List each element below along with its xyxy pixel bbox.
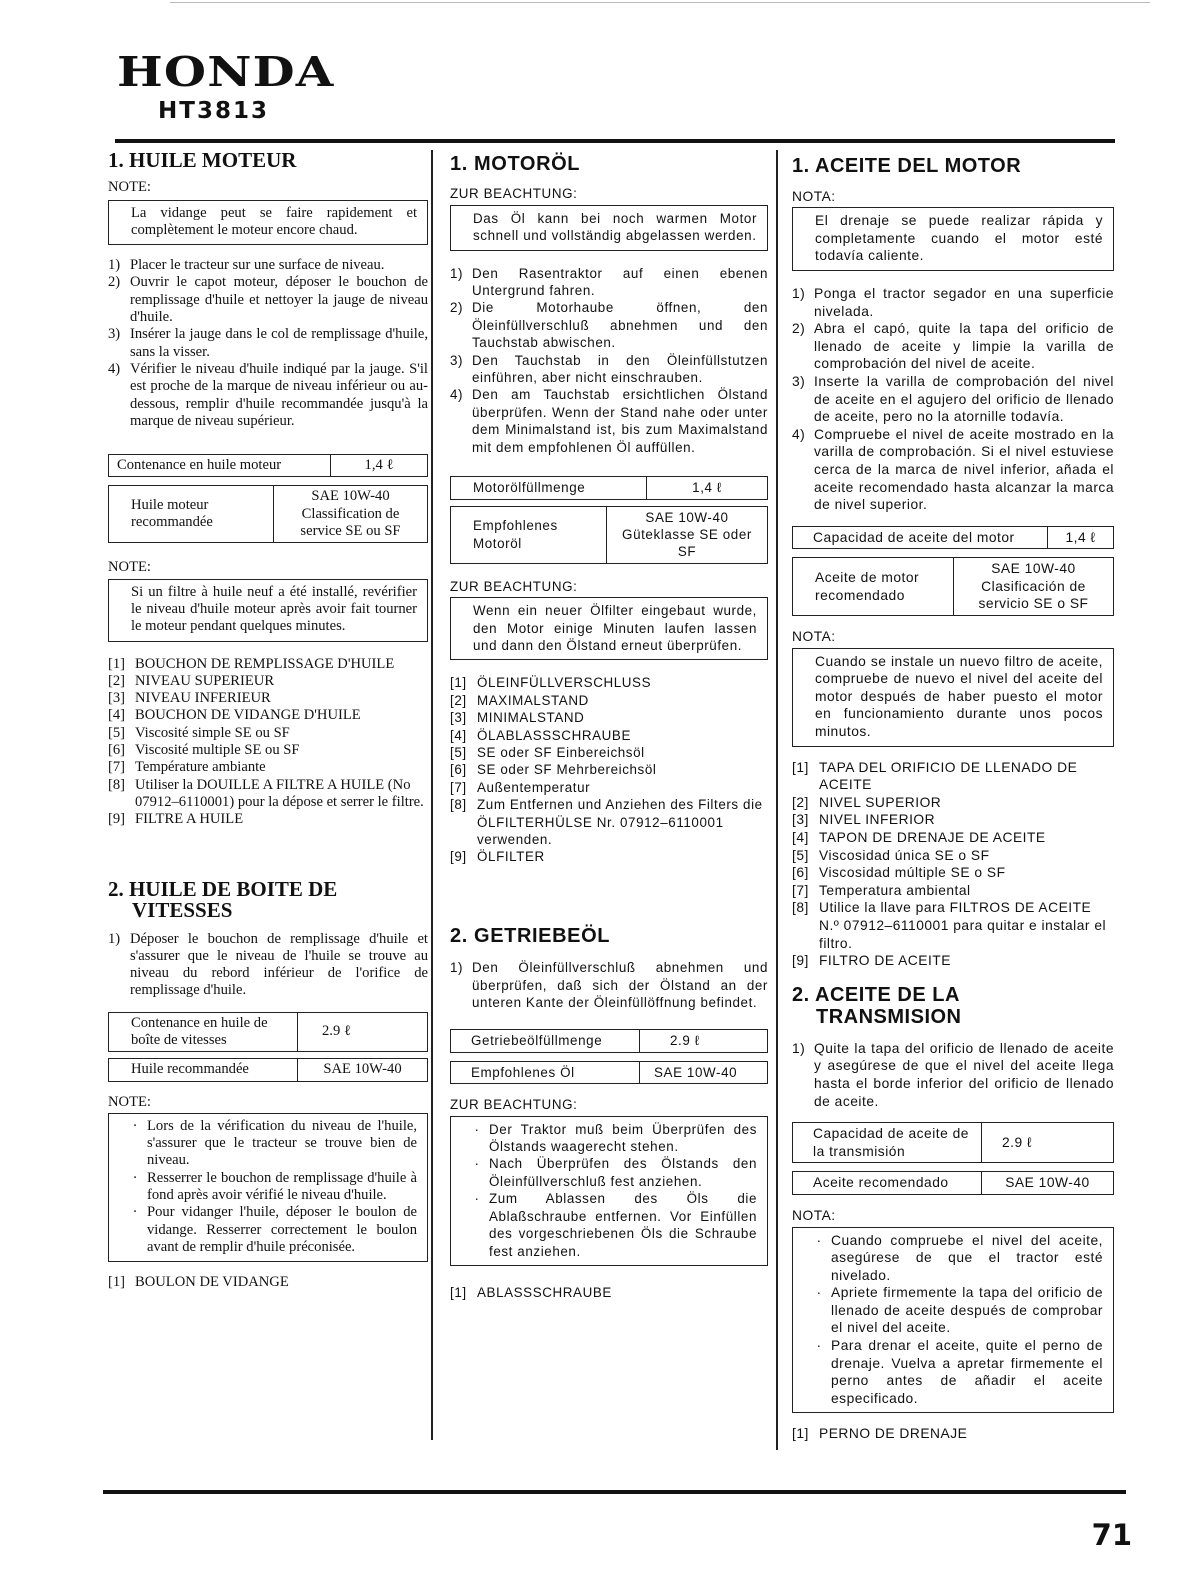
note-bullet: · Pour vidanger l'huile, déposer le boulon de vidange. Resserrer correctement le boulon avant de remplir d'huile préconisée. <box>132 1204 417 1255</box>
note-label: NOTA: <box>792 188 836 204</box>
callout-item: [8] Utilice la llave para FILTROS DE ACEITE N.º 07912–6110001 para quitar e instalar el filtro. <box>792 900 1107 951</box>
note-bullet: · Zum Ablassen des Öls die Ablaßschraube entfernen. Vor Einfüllen des vorgeschriebenen Öls die Schraube fest anziehen. <box>474 1191 757 1259</box>
recommended-oil-table <box>108 1058 428 1081</box>
note-bullet: · Der Traktor muß beim Überprüfen des Ölstands waagerecht stehen. <box>474 1121 757 1155</box>
recommended-label: Huile recommandée <box>109 1059 298 1081</box>
page-number: 71 <box>1091 1518 1132 1552</box>
step-item: 3) Inserte la varilla de comprobación del nivel de aceite en el agujero del orificio de llenado de aceite, pero no la atornille todavía. <box>792 373 1114 425</box>
callout-item: [9] ÖLFILTER <box>450 849 545 865</box>
callout-item: [8] Zum Entfernen und Anziehen des Filters die ÖLFILTERHÜLSE Nr. 07912–6110001 verwenden. <box>450 797 763 847</box>
callout-item: [5] Viscosidad única SE o SF <box>792 847 990 863</box>
capacity-value: 1,4 ℓ <box>331 455 428 477</box>
capacity-value: 2.9 ℓ <box>298 1012 428 1052</box>
note-label: ZUR BEACHTUNG: <box>450 186 578 202</box>
section-title-transmission-oil: 2. GETRIEBEÖL <box>450 924 611 947</box>
note-bullet: · Lors de la vérification du niveau de l'huile, s'assurer que le tracteur se trouve bien de niveau. <box>132 1117 417 1169</box>
recommended-oil-table <box>108 485 428 543</box>
capacity-label: Getriebeölfüllmenge <box>451 1030 640 1052</box>
top-hairline <box>170 2 1150 3</box>
note-label: ZUR BEACHTUNG: <box>450 578 578 594</box>
footer-rule <box>103 1490 1126 1494</box>
callout-item: [1] BOULON DE VIDANGE <box>108 1274 289 1291</box>
capacity-label: Contenance en huile moteur <box>109 455 331 477</box>
step-item: 1) Den Öleinfüllverschluß abnehmen und überprüfen, daß sich der Ölstand an der unteren Kante der Öleinfüllöffnung befindet. <box>450 960 768 1011</box>
section-title-engine-oil: 1. MOTORÖL <box>450 153 581 175</box>
note-box <box>108 200 428 246</box>
callout-item: [4] ÖLABLASSSCHRAUBE <box>450 727 631 743</box>
callout-list <box>792 1425 1114 1443</box>
step-item: 2) Abra el capó, quite la tapa del orificio de llenado de aceite y limpie la varilla de comprobación del nivel de aceite. <box>792 321 1114 372</box>
note-text: El drenaje se puede realizar rápida y completamente cuando el motor esté todavía caliente. <box>815 213 1103 264</box>
capacity-table <box>108 454 428 477</box>
callout-item: [4] TAPON DE DRENAJE DE ACEITE <box>792 830 1046 845</box>
recommended-label: Empfohlenes Motoröl <box>451 506 607 563</box>
note-text: Wenn ein neuer Ölfilter eingebaut wurde, den Motor einige Minuten laufen lassen und dann den Ölstand erneut überprüfen. <box>473 603 757 653</box>
steps-list <box>792 1040 1114 1110</box>
note-text: Cuando se instale un nuevo filtro de aceite, compruebe de nuevo el nivel del aceite del motor después de haber puesto el motor en funcionamiento durante unos pocos minutos. <box>815 653 1103 740</box>
note-label: ZUR BEACHTUNG: <box>450 1097 578 1113</box>
note-box <box>450 597 768 660</box>
section-title-transmission-oil: 2. ACEITE DE LA TRANSMISION <box>792 983 962 1028</box>
step-item: 1) Den Rasentraktor auf einen ebenen Untergrund fahren. <box>450 265 768 299</box>
callout-item: [6] Viscosidad múltiple SE o SF <box>792 865 1006 881</box>
recommended-label: Aceite recomendado <box>793 1172 982 1195</box>
capacity-label: Motorölfüllmenge <box>451 477 647 499</box>
capacity-value: 1,4 ℓ <box>647 477 768 499</box>
callout-item: [2] NIVEL SUPERIOR <box>792 794 942 810</box>
header-rule <box>115 139 1115 143</box>
step-item: 1) Quite la tapa del orificio de llenado de aceite y asegúrese de que el nivel del aceite llega hasta el borde inferior del orificio de llenado de aceite. <box>792 1040 1114 1109</box>
recommended-label: Aceite de motor recomendado <box>793 558 954 616</box>
capacity-table <box>792 526 1114 550</box>
section-title-engine-oil: 1. HUILE MOTEUR <box>108 148 297 172</box>
section-title-transmission-oil: 2. HUILE DE BOITE DE VITESSES <box>108 876 338 922</box>
recommended-label: Empfohlenes Öl <box>451 1061 640 1083</box>
step-item: 3) Den Tauchstab in den Öleinfüllstutzen einführen, aber nicht einschrauben. <box>450 352 768 386</box>
steps-list <box>792 285 1114 514</box>
note-bullet: · Para drenar el aceite, quite el perno de drenaje. Vuelva a apretar firmemente el perno antes de añadir el aceite especificado. <box>816 1338 1103 1406</box>
recommended-oil-table <box>792 557 1114 616</box>
note-text: Das Öl kann bei noch warmen Motor schnell und vollständig abgelassen werden. <box>473 210 757 244</box>
note-label: NOTA: <box>792 1207 836 1223</box>
note-box <box>450 205 768 251</box>
note-text: Si un filtre à huile neuf a été installé, revérifier le niveau d'huile moteur après avoir fait tourner le moteur pendant quelques minutes. <box>131 583 417 635</box>
callout-list <box>792 759 1114 970</box>
callout-item: [2] MAXIMALSTAND <box>450 692 589 708</box>
recommended-value: SAE 10W-40 Güteklasse SE oder SF <box>607 506 768 563</box>
callout-item: [2] NIVEAU SUPERIEUR <box>108 672 275 689</box>
note-label: NOTA: <box>792 629 836 645</box>
step-item: 1) Déposer le bouchon de remplissage d'huile et s'assurer que le niveau de l'huile se trouve au niveau du rebord inférieur de l'orifice de remplissage d'huile. <box>108 930 428 999</box>
note-box <box>450 1116 768 1266</box>
callout-item: [7] Temperatura ambiental <box>792 882 971 898</box>
callout-item: [1] BOUCHON DE REMPLISSAGE D'HUILE <box>108 655 395 672</box>
step-item: 3) Insérer la jauge dans le col de remplissage d'huile, sans la visser. <box>108 326 428 360</box>
callout-item: [1] PERNO DE DRENAJE <box>792 1426 968 1442</box>
step-item: 4) Den am Tauchstab ersichtlichen Ölstand überprüfen. Wenn der Stand nahe oder unter dem Minimalstand ist, bis zum Maximalstand mit dem empfohlenen Öl auffüllen. <box>450 387 768 455</box>
callout-list <box>450 1284 768 1301</box>
callout-item: [3] MINIMALSTAND <box>450 710 585 726</box>
note-label: NOTE: <box>108 179 151 196</box>
recommended-value: SAE 10W-40 <box>298 1059 428 1081</box>
callout-item: [4] BOUCHON DE VIDANGE D'HUILE <box>108 707 361 724</box>
recommended-value: SAE 10W-40 <box>640 1061 768 1083</box>
note-box <box>792 1227 1114 1414</box>
note-bullet: · Apriete firmemente la tapa del orificio de llenado de aceite después de comprobar el nivel del aceite. <box>816 1285 1103 1336</box>
recommended-value: SAE 10W-40 <box>982 1172 1114 1195</box>
note-bullet: · Nach Überprüfen des Ölstands den Öleinfüllverschluß fest anziehen. <box>474 1156 757 1189</box>
step-item: 4) Compruebe el nivel de aceite mostrado en la varilla de comprobación. Si el nivel estuviese cerca de la marca de nivel inferior, añada el aceite recomendado hasta alcanzar la marca de nivel superior. <box>792 426 1114 513</box>
note-text: La vidange peut se faire rapidement et complètement le moteur encore chaud. <box>131 204 417 238</box>
callout-list <box>108 656 428 829</box>
note-box <box>108 1113 428 1262</box>
column-french <box>108 148 428 1292</box>
section-title-engine-oil: 1. ACEITE DEL MOTOR <box>792 155 1022 177</box>
recommended-oil-table <box>450 1061 768 1084</box>
note-bullet: · Resserrer le bouchon de remplissage d'huile à fond après avoir vérifié le niveau d'huile. <box>132 1169 417 1204</box>
step-item: 2) Ouvrir le capot moteur, déposer le bouchon de remplissage d'huile et nettoyer la jauge de niveau d'huile. <box>108 274 428 326</box>
step-item: 1) Placer le tracteur sur une surface de niveau. <box>108 257 385 274</box>
callout-item: [7] Température ambiante <box>108 759 266 776</box>
callout-item: [8] Utiliser la DOUILLE A FILTRE A HUILE (No 07912–6110001) pour la dépose et serrer le filtre. <box>108 776 424 810</box>
capacity-table <box>108 1012 428 1053</box>
note-label: NOTE: <box>108 1093 151 1110</box>
callout-item: [1] ABLASSSCHRAUBE <box>450 1284 612 1300</box>
recommended-oil-table <box>450 506 768 564</box>
callout-item: [5] Viscosité simple SE ou SF <box>108 724 290 741</box>
step-item: 4) Vérifier le niveau d'huile indiqué par la jauge. S'il est proche de la marque de niveau inférieur ou au-dessous, remplir d'huile recommandée jusqu'à la marque de niveau supérieur. <box>108 360 428 429</box>
honda-logo: HONDA <box>117 48 335 96</box>
note-box <box>792 648 1114 747</box>
capacity-label: Capacidad de aceite de la transmisión <box>793 1123 982 1163</box>
callout-list <box>108 1274 428 1291</box>
steps-list <box>108 931 428 1000</box>
note-label: NOTE: <box>108 559 151 576</box>
step-item: 1) Ponga el tractor segador en una superficie nivelada. <box>792 285 1114 319</box>
column-german <box>450 148 768 1301</box>
callout-item: [7] Außentemperatur <box>450 779 591 795</box>
callout-item: [9] FILTRE A HUILE <box>108 811 244 828</box>
recommended-label: Huile moteur recommandée <box>109 486 274 543</box>
callout-item: [3] NIVEL INFERIOR <box>792 812 936 828</box>
column-divider-1 <box>431 150 433 1440</box>
recommended-value: SAE 10W-40 Clasificación de servicio SE o SF <box>954 558 1114 616</box>
column-spanish <box>792 148 1114 1443</box>
note-box <box>792 207 1114 271</box>
note-bullets <box>465 1121 757 1260</box>
callout-item: [9] FILTRO DE ACEITE <box>792 953 951 969</box>
capacity-value: 1,4 ℓ <box>1048 526 1114 549</box>
capacity-label: Contenance en huile de boîte de vitesses <box>109 1012 298 1052</box>
callout-list <box>450 674 768 865</box>
callout-item: [6] Viscosité multiple SE ou SF <box>108 742 300 759</box>
callout-item: [3] NIVEAU INFERIEUR <box>108 690 271 707</box>
note-bullets <box>807 1232 1103 1408</box>
capacity-table <box>450 1029 768 1052</box>
callout-item: [6] SE oder SF Mehrbereichsöl <box>450 762 657 778</box>
capacity-table <box>792 1122 1114 1163</box>
note-bullet: · Cuando compruebe el nivel del aceite, asegúrese de que el tractor esté nivelado. <box>816 1232 1103 1283</box>
model-number: HT3813 <box>158 98 269 124</box>
step-item: 2) Die Motorhaube öffnen, den Öleinfüllverschluß abnehmen und den Tauchstab abwischen. <box>450 300 768 351</box>
note-box <box>108 579 428 642</box>
steps-list <box>450 959 768 1011</box>
steps-list <box>108 257 428 430</box>
callout-item: [5] SE oder SF Einbereichsöl <box>450 744 645 760</box>
column-divider-2 <box>776 150 778 1450</box>
capacity-value: 2.9 ℓ <box>640 1030 768 1052</box>
callout-item: [1] TAPA DEL ORIFICIO DE LLENADO DE ACEITE <box>792 759 1078 793</box>
capacity-value: 2.9 ℓ <box>982 1123 1114 1163</box>
steps-list <box>450 265 768 456</box>
capacity-table <box>450 476 768 499</box>
recommended-oil-table <box>792 1171 1114 1195</box>
recommended-value: SAE 10W-40 Classification de service SE ou SF <box>274 486 428 543</box>
capacity-label: Capacidad de aceite del motor <box>793 526 1048 549</box>
note-bullets <box>123 1118 417 1256</box>
callout-item: [1] ÖLEINFÜLLVERSCHLUSS <box>450 675 652 691</box>
